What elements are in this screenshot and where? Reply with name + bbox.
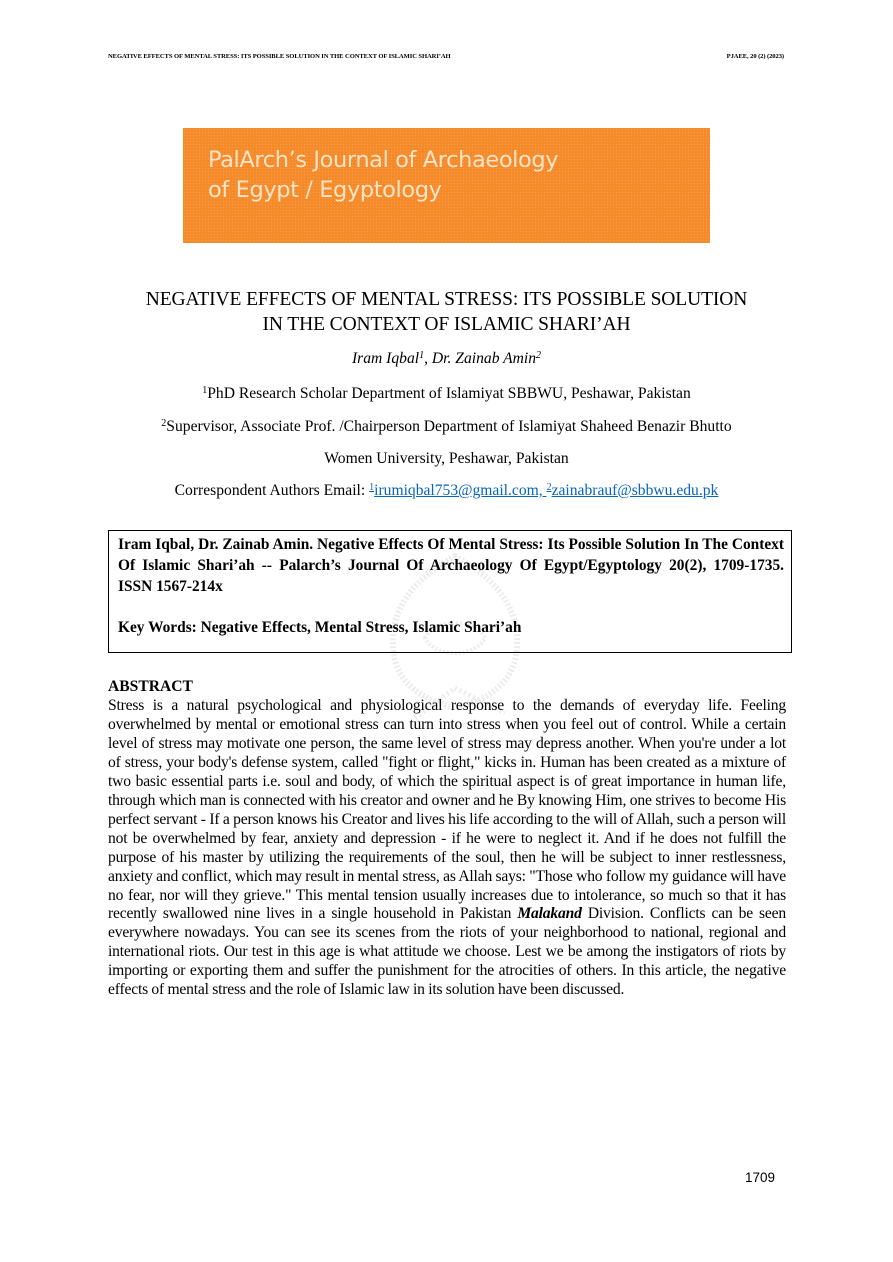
article-title-line1: NEGATIVE EFFECTS OF MENTAL STRESS: ITS POSSIBLE SOLUTION <box>145 289 748 310</box>
abstract-body <box>108 697 786 1000</box>
author-1: Iram Iqbal <box>351 350 420 367</box>
affiliation-1-superscript: 1 <box>202 385 208 396</box>
email-1-link[interactable]: irumiqbal753@gmail.com, <box>374 482 547 499</box>
abstract-heading: ABSTRACT <box>108 678 193 695</box>
keywords: Key Words: Negative Effects, Mental Stress, Islamic Shari’ah <box>118 619 522 636</box>
running-header-journal: PJAEE, 20 (2) (2023) <box>726 53 784 60</box>
citation-box <box>108 530 792 653</box>
journal-banner-line2: of Egypt / Egyptology <box>208 177 442 203</box>
email-2-superscript: 2 <box>546 482 552 493</box>
abstract-emphasis: Malakand <box>517 905 582 923</box>
correspondence-emails <box>60 482 833 500</box>
affiliation-2-continued <box>60 450 833 468</box>
author-2: Dr. Zainab Amin <box>431 350 537 367</box>
article-title <box>60 287 833 337</box>
citation-text: Iram Iqbal, Dr. Zainab Amin. Negative Effects Of Mental Stress: Its Possible Solution In The Context Of Islamic Shari’ah -- Palarch’s Journal Of Archaeology Of Egypt/Egyptology 20(2), 1709-1735. ISSN 1567-214x <box>118 536 784 595</box>
author-list <box>60 350 833 368</box>
running-header-title: NEGATIVE EFFECTS OF MENTAL STRESS: ITS POSSIBLE SOLUTION IN THE CONTEXT OF ISLAMIC SHARI’AH <box>108 53 451 60</box>
author-2-superscript: 2 <box>536 350 542 361</box>
journal-banner-line1: PalArch’s Journal of Archaeology <box>208 147 559 173</box>
abstract-text-part2: Division. Conflicts can be seen everywhere nowadays. You can see its scenes from the riots of your neighborhood to national, regional and international riots. Our test in this age is what attitude we choose. Lest we be among the instigators of riots by importing or exporting them and suffer the punishment for the atrocities of others. In this article, the negative effects of mental stress and the role of Islamic law in its solution have been discussed. <box>108 905 786 999</box>
affiliation-2-superscript: 2 <box>161 418 167 429</box>
page-number: 1709 <box>745 1170 776 1185</box>
article-title-line2: IN THE CONTEXT OF ISLAMIC SHARI’AH <box>262 314 631 335</box>
abstract-text-part1: Stress is a natural psychological and physiological response to the demands of everyday life. Feeling overwhelmed by mental or emotional stress can turn into stress when you feel out of control. While a certain level of stress may motivate one person, the same level of stress may depress another. When you're under a lot of stress, your body's defense system, called "fight or flight," kicks in. Human has been created as a mixture of two basic essential parts i.e. soul and body, of which the spiritual aspect is of great importance in human life, through which man is connected with his creator and owner and he By knowing Him, one strives to become His perfect servant - If a person knows his Creator and lives his life according to the will of Allah, such a person will not be overwhelmed by fear, anxiety and depression - if he were to neglect it. And if he does not fulfill the purpose of his master by utilizing the requirements of the soul, then he will be subject to inner restlessness, anxiety and conflict, which may result in mental stress, as Allah says: "Those who follow my guidance will have no fear, nor will they grieve." This mental tension usually increases due to intolerance, so much so that it has recently swallowed nine lives in a single household in Pakistan <box>108 697 786 923</box>
email-2-link[interactable]: zainabrauf@sbbwu.edu.pk <box>551 482 719 499</box>
journal-banner <box>183 128 710 243</box>
affiliation-1-text: PhD Research Scholar Department of Islamiyat SBBWU, Peshawar, Pakistan <box>207 385 691 402</box>
affiliation-2 <box>60 418 833 436</box>
running-header <box>108 53 784 60</box>
author-1-superscript: 1 <box>419 350 425 361</box>
email-1-superscript: 1 <box>369 482 375 493</box>
author-separator: , <box>424 350 432 367</box>
affiliation-1 <box>60 385 833 403</box>
email-label: Correspondent Authors Email: <box>174 482 370 499</box>
journal-banner-text <box>208 145 698 205</box>
affiliation-2-line1: Supervisor, Associate Prof. /Chairperson Department of Islamiyat Shaheed Benazir Bhutto <box>166 418 732 435</box>
affiliation-2-line2: Women University, Peshawar, Pakistan <box>324 450 569 467</box>
